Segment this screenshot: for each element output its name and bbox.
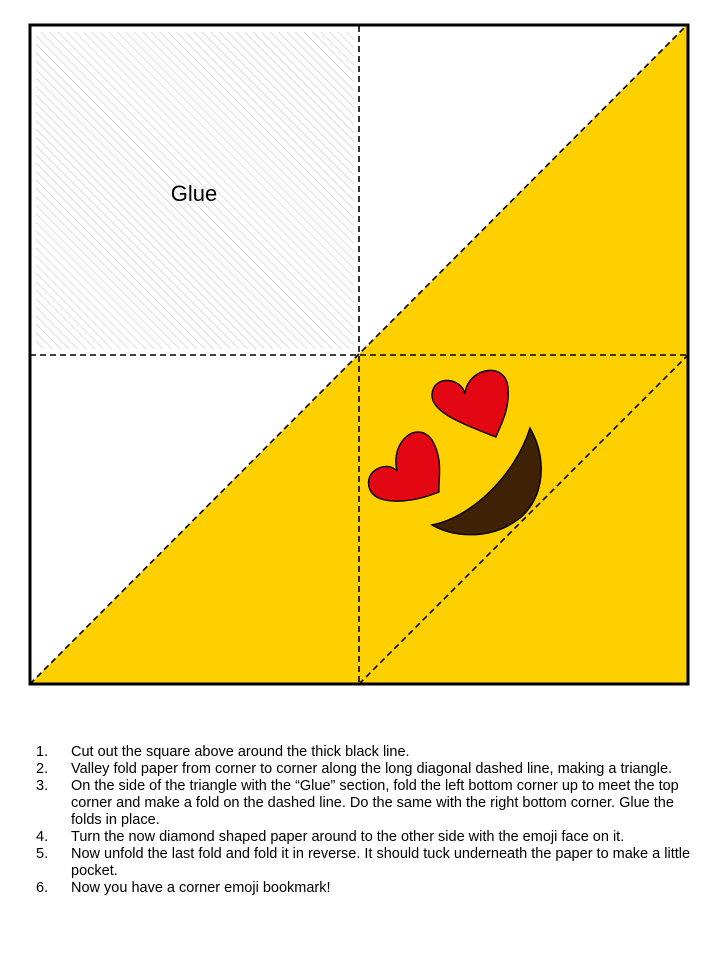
instruction-item: 4. Turn the now diamond shaped paper around to the other side with the emoji face on it. [36,829,625,845]
instruction-item: 3. On the side of the triangle with the “Glue” section, fold the left bottom corner up to meet the top corner and make a fold on the dashed line. Do the same with the right bottom corner. Glue the folds in place. [36,778,679,828]
glue-label: Glue [170,181,218,206]
instructions-list [36,744,696,897]
instruction-item: 2. Valley fold paper from corner to corner along the long diagonal dashed line, making a triangle. [36,761,673,777]
instruction-item: 5. Now unfold the last fold and fold it in reverse. It should tuck underneath the paper to make a little pocket. [36,846,691,879]
instruction-item: 1. Cut out the square above around the thick black line. [36,744,410,760]
instruction-item: 6. Now you have a corner emoji bookmark! [36,880,331,896]
